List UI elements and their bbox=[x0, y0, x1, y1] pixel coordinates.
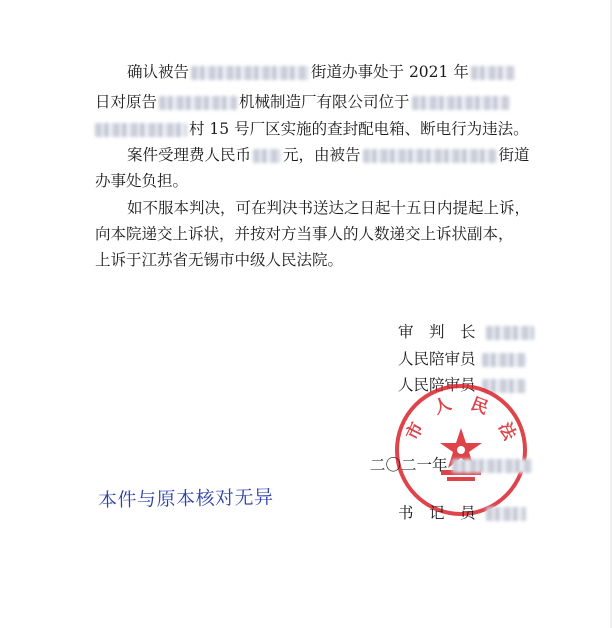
date-prefix: 二〇二一年 bbox=[370, 456, 448, 474]
judge-line bbox=[398, 322, 536, 342]
para1-text: 村 15 号厂区实施的查封配电箱、断电行为违法。 bbox=[189, 120, 529, 138]
para1-line3 bbox=[95, 119, 550, 139]
verification-note: 本件与原本核对无异 bbox=[97, 486, 274, 512]
para3-line1 bbox=[95, 198, 550, 218]
clerk-label: 书 记 员 bbox=[398, 504, 476, 522]
para3-text: 如不服本判决，可在判决书送达之日起十五日内提起上诉， bbox=[127, 199, 531, 217]
para1-text: 街道办事处于 2021 年 bbox=[311, 63, 469, 81]
court-seal-icon bbox=[393, 382, 529, 518]
redacted-block bbox=[412, 96, 510, 110]
para2-text: 元，由被告 bbox=[283, 146, 361, 164]
para1-line2 bbox=[95, 92, 550, 112]
redacted-block bbox=[191, 66, 309, 80]
para1-text: 确认被告 bbox=[127, 63, 190, 81]
para3-text: 上诉于江苏省无锡市中级人民法院。 bbox=[95, 251, 344, 269]
para1-line1 bbox=[95, 62, 550, 82]
juror2-label: 人民陪审员 bbox=[398, 376, 476, 394]
para2-text: 街道 bbox=[498, 146, 530, 164]
para1-text: 机械制造厂有限公司位于 bbox=[239, 93, 410, 111]
redacted-block bbox=[482, 353, 526, 367]
para2-text: 案件受理费人民币 bbox=[127, 146, 252, 164]
redacted-block bbox=[486, 507, 526, 521]
redacted-block bbox=[452, 459, 532, 473]
redacted-block bbox=[253, 149, 281, 163]
redacted-block bbox=[363, 149, 497, 163]
para2-text: 办事处负担。 bbox=[95, 172, 189, 190]
seal-text: 市 人 民 法 bbox=[402, 393, 520, 444]
para3-line2 bbox=[95, 224, 550, 244]
redacted-block bbox=[159, 96, 237, 110]
para3-line3 bbox=[95, 250, 550, 270]
para2-line2 bbox=[95, 171, 550, 191]
juror1-line bbox=[398, 349, 528, 369]
redacted-block bbox=[486, 326, 534, 340]
judge-label: 审 判 长 bbox=[398, 323, 476, 341]
redacted-block bbox=[471, 66, 515, 80]
date-line bbox=[370, 455, 534, 475]
para2-line1 bbox=[95, 145, 550, 165]
redacted-block bbox=[95, 123, 187, 137]
juror1-label: 人民陪审员 bbox=[398, 350, 476, 368]
para1-text: 日对原告 bbox=[95, 93, 158, 111]
para3-text: 向本院递交上诉状，并按对方当事人的人数递交上诉状副本， bbox=[95, 225, 514, 243]
clerk-line bbox=[398, 503, 528, 523]
